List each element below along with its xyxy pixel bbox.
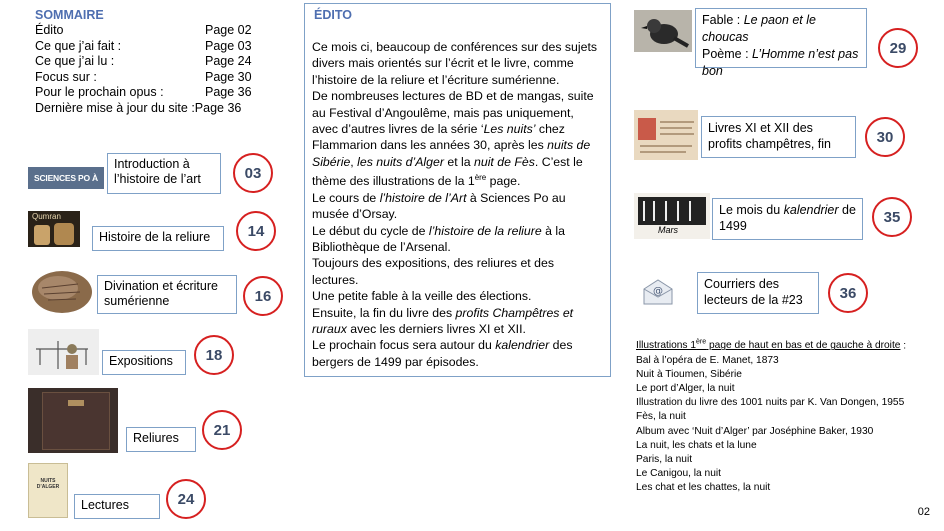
clay-tablet-thumbnail[interactable] [28, 264, 94, 316]
exhibitions-label[interactable]: Expositions [102, 350, 186, 375]
jackdaw-bird-thumbnail[interactable] [634, 10, 692, 52]
calendar-month-label[interactable]: Le mois du kalendrier de 1499 [712, 198, 863, 240]
book-cover-thumbnail[interactable] [28, 463, 68, 518]
page-badge-29[interactable]: 29 [878, 28, 918, 68]
summary-title: SOMMAIRE [35, 8, 104, 22]
summary-row-page: Page 30 [205, 69, 252, 84]
editorial-paragraph: Toujours des expositions, des reliures et des lectures. [312, 256, 554, 287]
mail-icon[interactable] [641, 277, 675, 307]
summary-row-page: Page 03 [205, 38, 252, 53]
bindings-label[interactable]: Reliures [126, 427, 196, 452]
list-item: Paris, la nuit [636, 454, 693, 466]
page-badge-16[interactable]: 16 [243, 276, 283, 316]
list-item: Album avec ‘Nuit d’Alger’ par Joséphine Baker, 1930 [636, 425, 874, 437]
list-item: Les chat et les chattes, la nuit [636, 482, 771, 494]
intro-art-history-label[interactable]: Introduction à l’histoire de l’art [107, 153, 221, 194]
summary-row-label: Dernière mise à jour du site : [35, 100, 195, 115]
page-badge-21[interactable]: 21 [202, 410, 242, 450]
list-item: La nuit, les chats et la lune [636, 439, 757, 451]
page-badge-24[interactable]: 24 [166, 479, 206, 519]
summary-row-page: Page 24 [205, 54, 252, 69]
page-badge-14[interactable]: 14 [236, 211, 276, 251]
thumbnail-caption: SCIENCES PO À ORSAY [34, 173, 98, 205]
summary-row-page: Page 02 [205, 23, 252, 37]
summary-row-label: Pour le prochain opus : [35, 85, 164, 100]
divination-writing-label[interactable]: Divination et écriture sumérienne [97, 275, 237, 314]
page-badge-18[interactable]: 18 [194, 335, 234, 375]
summary-row-label: Focus sur : [35, 69, 97, 84]
list-item: Illustration du livre des 1001 nuits par K. Van Dongen, 1955 [636, 397, 905, 409]
page-badge-35[interactable]: 35 [872, 197, 912, 237]
manuscript-thumbnail[interactable] [634, 110, 698, 160]
editorial-paragraph: Le prochain focus sera autour du kalendrier des bergers de 1499 par épisodes. [312, 338, 573, 369]
summary-panel [29, 6, 294, 132]
summary-row [35, 39, 288, 55]
list-item: Nuit à Tioumen, Sibérie [636, 368, 742, 380]
editorial-paragraph: Ensuite, la fin du livre des profits Champêtres et ruraux avec les derniers livres XI et XII. [312, 305, 574, 336]
summary-row-label: Édito [35, 23, 64, 37]
page-number: 02 [917, 506, 930, 518]
editorial-paragraph: Le début du cycle de l’histoire de la reliure à la Bibliothèque de l’Arsenal. [312, 223, 565, 254]
illustrations-heading: Illustrations 1ère page de haut en bas et de gauche à droite : [636, 339, 907, 352]
page-badge-30[interactable]: 30 [865, 117, 905, 157]
readings-label[interactable]: Lectures [74, 494, 160, 519]
list-item: Fès, la nuit [636, 411, 686, 423]
list-item: Le port d’Alger, la nuit [636, 383, 735, 394]
editorial-panel [304, 3, 611, 377]
summary-row [35, 54, 288, 70]
editorial-paragraph: Ce mois ci, beaucoup de conférences sur des sujets divers mais orientés sur l’écrit et le livre, comme l’histoire de la reliure et l’écriture sumérienne. [312, 40, 598, 87]
editorial-title: ÉDITO [314, 8, 352, 22]
page-badge-36[interactable]: 36 [828, 273, 868, 313]
illustrations-caption-list [636, 336, 936, 496]
thumbnail-caption: Qumran [32, 212, 61, 221]
summary-row-label: Ce que j’ai lu : [35, 54, 115, 69]
summary-row-page: Page 36 [205, 85, 252, 100]
sciences-po-thumbnail[interactable] [28, 167, 104, 205]
fable-poem-label[interactable]: Fable : Le paon et le choucas Poème : L’Homme n’est pas bon [695, 8, 867, 68]
binding-history-label[interactable]: Histoire de la reliure [92, 226, 224, 251]
exhibition-thumbnail[interactable] [28, 329, 99, 375]
woodcut-thumbnail[interactable] [634, 193, 710, 239]
editorial-text [312, 39, 603, 370]
summary-row [35, 85, 288, 101]
list-item: Le Canigou, la nuit [636, 468, 721, 480]
thumbnail-caption: NUITS D’ALGER [36, 478, 60, 490]
reader-letters-label[interactable]: Courriers des lecteurs de la #23 [697, 272, 819, 314]
svg-text:@: @ [653, 286, 663, 297]
summary-row-page: Page 36 [194, 100, 242, 115]
bookbinding-thumbnail[interactable] [28, 388, 118, 453]
list-item: Bal à l’opéra de E. Manet, 1873 [636, 354, 779, 366]
editorial-paragraph: De nombreuses lectures de BD et de mangas, suite au Festival d’Angoulême, mais pas uniquement, avec d’autres livres de la série ‘Les nuits’ chez Flammarion dans les années 30, après les nuits de Sibérie, les nuits d’Alger et la nuit de Fès. C’est le thème des illustrations de la 1ère page. [312, 89, 594, 189]
thumbnail-caption: Mars [658, 225, 678, 235]
summary-row [35, 70, 288, 86]
editorial-paragraph: Une petite fable à la veille des élections. [312, 289, 532, 304]
books-xi-xii-label[interactable]: Livres XI et XII des profits champêtres, fin [701, 116, 856, 158]
page-badge-03[interactable]: 03 [233, 153, 273, 193]
summary-row [35, 23, 288, 39]
summary-row [35, 101, 288, 117]
qumran-thumbnail[interactable] [28, 211, 80, 247]
editorial-paragraph: Le cours de l’histoire de l’Art à Sciences Po au musée d’Orsay. [312, 190, 566, 222]
summary-row-label: Ce que j’ai fait : [35, 38, 122, 53]
